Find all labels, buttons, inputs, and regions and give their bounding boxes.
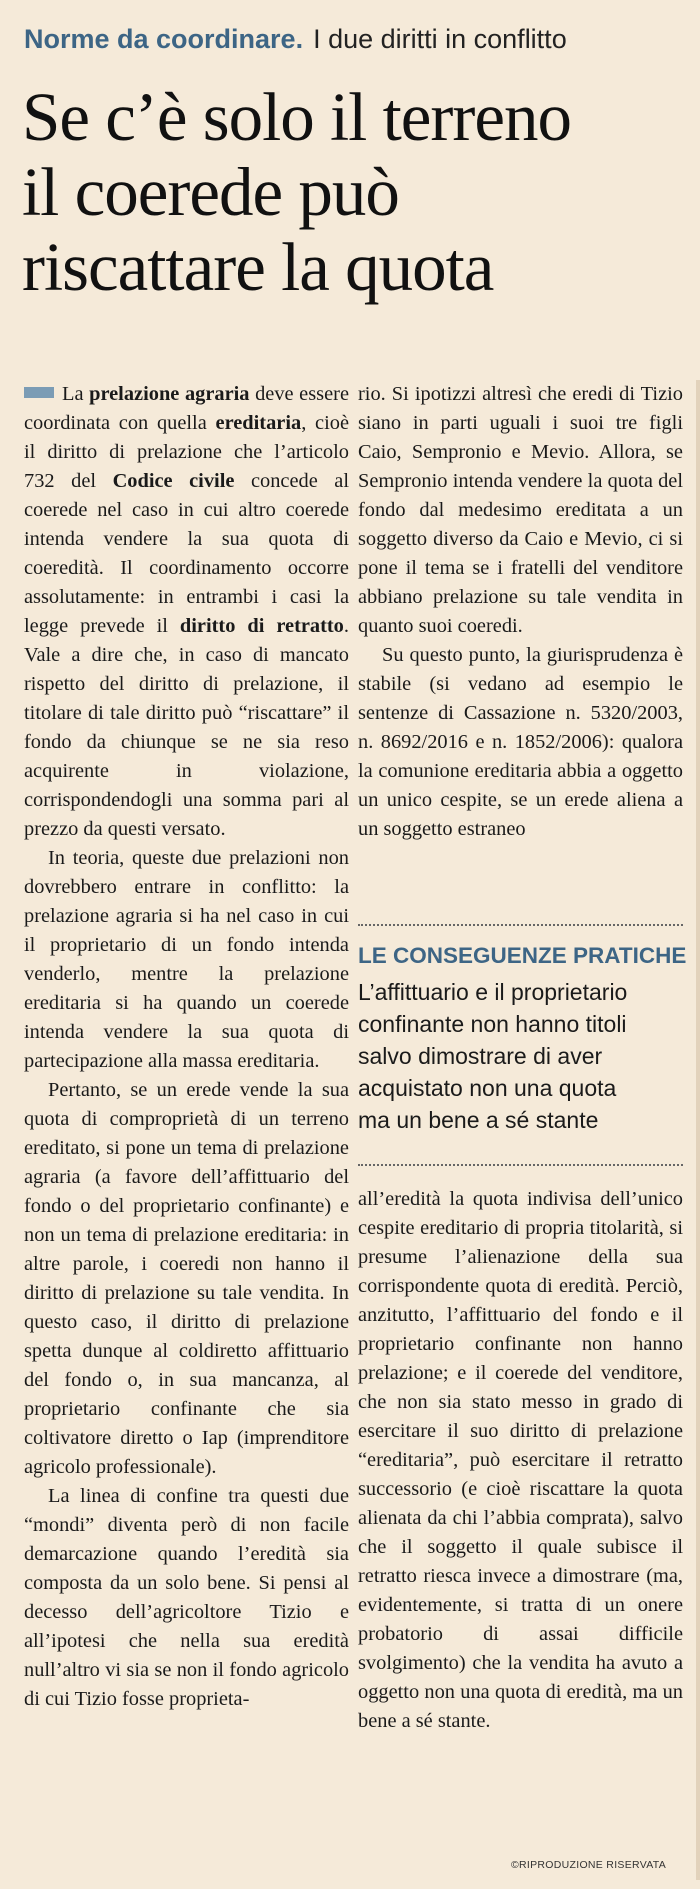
page-edge-shadow: [696, 380, 700, 1880]
kicker: [24, 22, 684, 56]
text-run: . Vale a dire che, in caso di mancato rispetto del diritto di prelazione, il titolare di tale diritto può “riscattare” il fondo da chiunque se ne sia reso acquirente in violazione, corrispondendogli una somma pari al prezzo da questi versato.: [24, 615, 349, 840]
copyright-notice: ©RIPRODUZIONE RISERVATA: [510, 1859, 666, 1871]
sidebar-box: [358, 924, 687, 1166]
lead-bar-marker: [24, 387, 54, 398]
box-title: LE CONSEGUENZE PRATICHE: [358, 943, 687, 968]
body-paragraph: In teoria, queste due prelazioni non dovrebbero entrare in conflitto: la prelazione agraria si ha nel caso in cui il proprietario di un fondo intenda venderlo, mentre la prelazione ereditaria si ha quando un coerede intenda vendere la sua quota di partecipazione alla massa ereditaria.: [24, 847, 349, 1072]
bold-term: ereditaria: [215, 412, 302, 434]
box-line: L’affittuario e il proprietario: [358, 979, 628, 1005]
box-text: [358, 976, 683, 1136]
text-run: , cioè il diritto di prelazione che l’articolo 732 del: [24, 412, 349, 492]
body-paragraph: Pertanto, se un erede vende la sua quota di comproprietà di un terreno ereditato, si pone un tema di prelazione agraria (a favore dell’affittuario del fondo o del proprietario confinante) e non un tema di prelazione ereditaria: in altre parole, i coeredi non hanno il diritto di prelazione su tale vendita. In questo caso, il diritto di prelazione spetta dunque al coldiretto affittuario del fondo o, in sua mancanza, al proprietario confinante che sia coltivatore diretto o Iap (imprenditore agricolo professionale).: [24, 1079, 349, 1478]
headline-line: Se c’è solo il terreno: [22, 79, 571, 155]
headline-line: il coerede può: [22, 154, 399, 230]
body-column-left: [24, 380, 349, 1714]
kicker-subtitle: I due diritti in conflitto: [313, 24, 567, 54]
body-paragraph: all’eredità la quota indivisa dell’unico cespite ereditario di propria titolarità, si presume l’alienazione della sua corrispondente quota di eredità. Perciò, anzitutto, l’affittuario del fondo e il proprietario confinante non hanno prelazione; e il coerede del venditore, che non sia stato messo in grado di esercitare il suo diritto di prelazione “ereditaria”, può esercitare il retratto successorio (e cioè riscattare la quota alienata da chi l’abbia comprata), salvo che il soggetto il quale subisce il retratto riesca invece a dimostrare (ma, evidentemente, si tratta di un onere probatorio di assai difficile svolgimento) che la vendita ha avuto a oggetto non una quota di eredità, ma un bene a sé stante.: [358, 1188, 683, 1732]
body-paragraph: [24, 380, 349, 844]
headline-line: riscattare la quota: [22, 229, 494, 305]
box-line: salvo dimostrare di aver: [358, 1043, 603, 1069]
body-column-right-bottom: [358, 1185, 683, 1736]
box-line: acquistato non una quota: [358, 1075, 617, 1101]
body-paragraph: La linea di confine tra questi due “mondi” diventa però di non facile demarcazione quando l’eredità sia composta da un solo bene. Si pensi al decesso dell’agricoltore Tizio e all’ipotesi che nella sua eredità null’altro vi sia se non il fondo agricolo di cui Tizio fosse proprieta-: [24, 1485, 349, 1710]
text-run: La: [62, 383, 90, 405]
text-run: concede al coerede nel caso in cui altro coerede intenda vendere la sua quota di coeredità. Il coordinamento occorre assolutamente: in entrambi i casi la legge prevede il: [24, 470, 349, 637]
kicker-lead: Norme da coordinare.: [24, 24, 304, 54]
bold-term: prelazione agraria: [89, 383, 250, 405]
body-paragraph: rio. Si ipotizzi altresì che eredi di Tizio siano in parti uguali i suoi tre figli Caio, Sempronio e Mevio. Allora, se Sempronio intenda vendere la quota del fondo dal medesimo ereditata a un soggetto diverso da Caio e Mevio, ci si pone il tema se i fratelli del venditore abbiano prelazione su tale vendita in quanto suoi coeredi.: [358, 383, 683, 637]
body-column-right-top: [358, 380, 683, 844]
headline: [22, 80, 692, 305]
body-paragraph: Su questo punto, la giurisprudenza è stabile (si vedano ad esempio le sentenze di Cassazione n. 5320/2003, n. 8692/2016 e n. 1852/2006): qualora la comunione ereditaria abbia a oggetto un unico cespite, se un erede aliena a un soggetto estraneo: [358, 644, 683, 840]
bold-term: Codice civile: [112, 470, 235, 492]
text-run: deve essere coordinata con quella: [24, 383, 349, 434]
box-line: confinante non hanno titoli: [358, 1011, 627, 1037]
box-line: ma un bene a sé stante: [358, 1107, 599, 1133]
bold-term: diritto di retratto: [179, 615, 344, 637]
